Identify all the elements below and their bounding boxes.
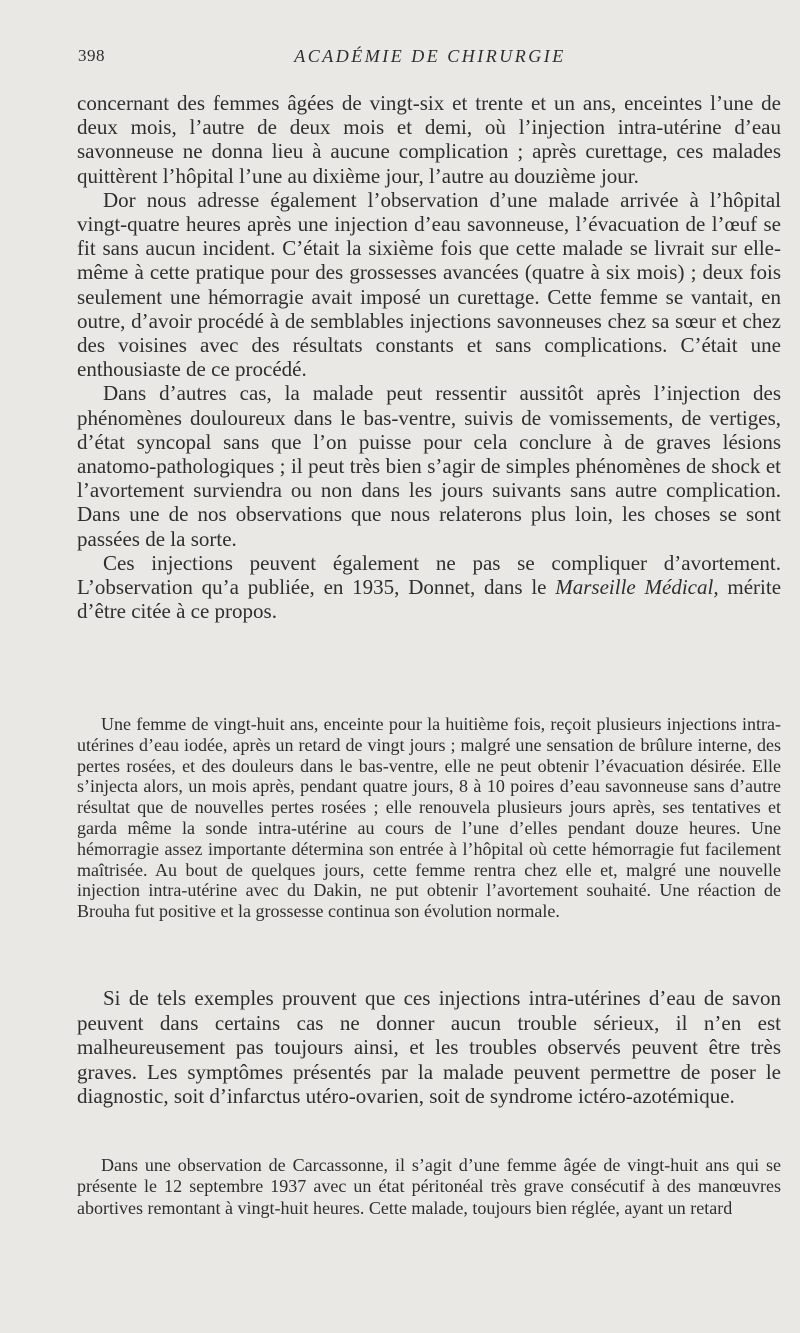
paragraph-carcassonne: Dans une observation de Carcassonne, il s’agit d’une femme âgée de vingt-huit ans qui se présente le 12 septembre 1937 avec un état péritonéal très grave consécutif à des manœuvres abortives remontant à vingt-huit heures. Cette malade, toujours bien réglée, ayant un retard (77, 1155, 781, 1218)
quoted-case (77, 714, 781, 922)
discussion-text (77, 986, 781, 1109)
paragraph-continued: concernant des femmes âgées de vingt-six et trente et un ans, enceintes l’une de deux mois, l’autre de deux mois et demi, où l’injection intra-utérine d’eau savonneuse ne donna lieu à aucune complication ; après curettage, ces malades quittèrent l’hôpital l’une au dixième jour, l’autre au douzième jour. (77, 91, 781, 188)
paragraph-discussion: Si de tels exemples prouvent que ces injections intra-utérines d’eau de savon peuvent dans certains cas ne donner aucun trouble sérieux, il n’en est malheureusement pas toujours ainsi, et les troubles observés peuvent être très graves. Les symptômes présentés par la malade peuvent permettre de poser le diagnostic, soit d’infarctus utéro-ovarien, soit de syndrome ictéro-azotémique. (77, 986, 781, 1109)
journal-reference: Marseille Médical, (555, 575, 719, 600)
paragraph-donnet (77, 551, 781, 624)
paragraph-dor-observation: Dor nous adresse également l’observation d’une malade arrivée à l’hôpital vingt-quatre heures après une injection d’eau savonneuse, l’évacuation de l’œuf se fit sans aucun incident. C’était la sixième fois que cette malade se livrait sur elle-même à cette pratique pour des grossesses avancées (quatre à six mois) ; deux fois seulement une hémorragie avait imposé un curettage. Cette femme se vantait, en outre, d’avoir procédé à de semblables injections savonneuses chez sa sœur et chez des voisines avec des résultats constants et sans complications. C’était une enthousiaste de ce procédé. (77, 187, 781, 382)
page-number: 398 (78, 46, 105, 65)
paragraph-donnet-start: Ces injections peuvent également ne pas se compliquer d’avortement. L’observation qu’a publiée, en 1935, Donnet, dans le (77, 550, 781, 600)
journal-title: ACADÉMIE DE CHIRURGIE (294, 46, 566, 66)
paragraph-other-cases: Dans d’autres cas, la malade peut ressentir aussitôt après l’injection des phénomènes douloureux dans le bas-ventre, suivis de vomissements, de vertiges, d’état syncopal sans que l’on puisse pour cela conclure à de graves lésions anatomo-pathologiques ; il peut très bien s’agir de simples phénomènes de shock et l’avortement surviendra ou non dans les jours suivants sans autre complication. Dans une de nos observations que nous relaterons plus loin, les choses se sont passées de la sorte. (77, 381, 781, 551)
carcassonne-case (77, 1155, 781, 1219)
quoted-case-text: Une femme de vingt-huit ans, enceinte pour la huitième fois, reçoit plusieurs injections intra-utérines d’eau iodée, après un retard de vingt jours ; malgré une sensation de brûlure interne, des pertes rosées, et des douleurs dans le bas-ventre, elle ne peut obtenir l’évacuation désirée. Elle s’injecta alors, un mois après, pendant quatre jours, 8 à 10 poires d’eau savonneuse sans d’autre résultat que de nouvelles pertes rosées ; elle renouvela plusieurs jours après, ses tentatives et garda même la sonde intra-utérine au cours de l’une d’elles pendant douze heures. Une hémorragie assez importante détermina son entrée à l’hôpital où cette hémorragie fut facilement maîtrisée. Au bout de quelques jours, cette femme rentra chez elle et, malgré une nouvelle injection intra-utérine avec du Dakin, ne put obtenir l’avortement souhaité. Une réaction de Brouha fut positive et la grossesse continua son évolution normale. (77, 714, 781, 922)
paragraph-donnet-end: mérite d’être citée à ce propos. (77, 575, 782, 624)
running-head (78, 46, 782, 70)
main-text (77, 91, 781, 623)
